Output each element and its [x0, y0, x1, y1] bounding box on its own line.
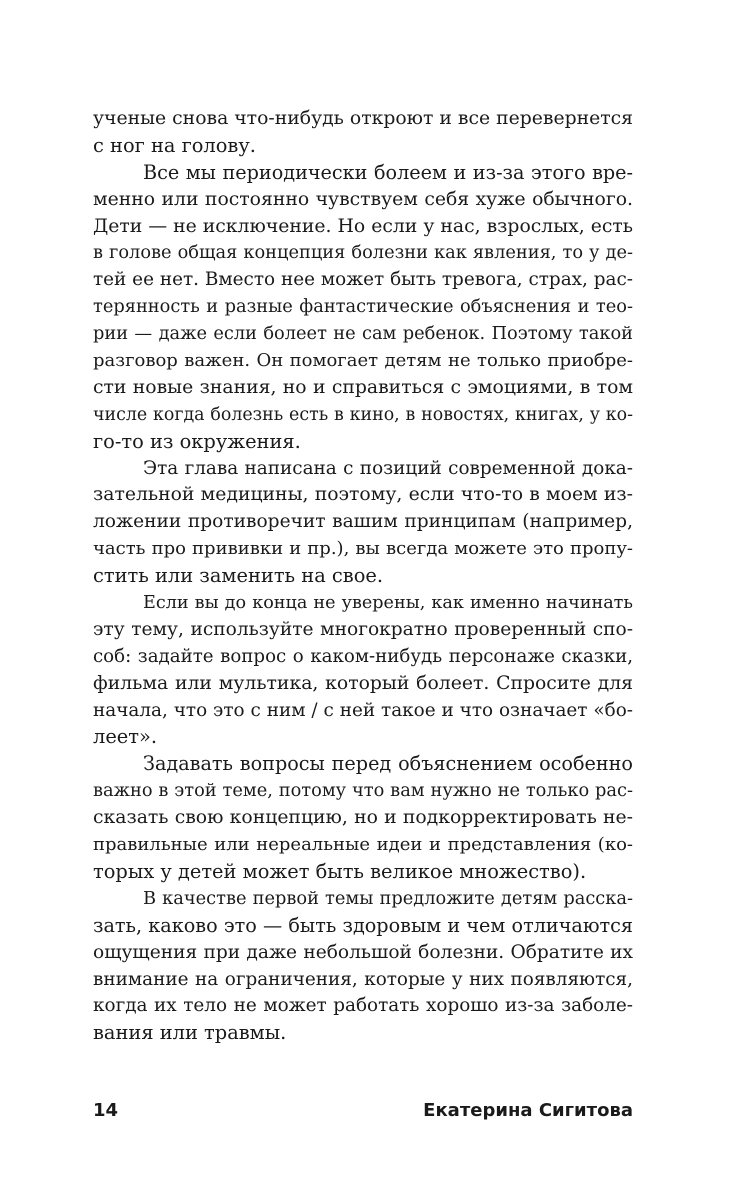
text-line: рии — даже если болеет не сам ребенок. Поэтому такой — [93, 323, 633, 345]
text-line: важно в этой теме, потому что вам нужно не только рас- — [93, 780, 633, 802]
paragraph — [93, 106, 633, 160]
paragraph — [93, 751, 633, 885]
text-line: Эта глава написана с позиций современной дока- — [143, 457, 633, 479]
text-line: го-то из окружения. — [93, 429, 301, 453]
page-number: 14 — [93, 1100, 119, 1121]
text-line: ученые снова что-нибудь откроют и все перевернется — [93, 108, 633, 129]
text-line: стить или заменить на свое. — [93, 564, 384, 588]
text-line: Дети — не исключение. Но если у нас, взрослых, есть — [93, 215, 633, 237]
text-line: разговор важен. Он помогает детям не только приобре- — [93, 350, 633, 372]
text-line: вания или травмы. — [93, 1021, 287, 1045]
text-line: тей ее нет. Вместо нее может быть тревога, страх, рас- — [93, 269, 633, 291]
text-line: правильные или нереальные идеи и представления (ко- — [93, 834, 633, 856]
text-line: в голове общая концепция болезни как явления, то у де- — [93, 242, 633, 264]
text-line: ложении противоречит вашим принципам (например, — [93, 511, 633, 533]
text-line: терянность и разные фантастические объяснения и тео- — [93, 296, 633, 318]
text-line: менно или постоянно чувствуем себя хуже обычного. — [93, 188, 633, 210]
paragraph — [93, 160, 633, 456]
text-line: эту тему, используйте многократно проверенный спо- — [93, 618, 633, 640]
text-line: Если вы до конца не уверены, как именно начинать — [143, 593, 633, 614]
text-line: леет». — [93, 725, 158, 749]
paragraph — [93, 886, 633, 1047]
text-line: Все мы периодически болеем и из-за этого вре- — [143, 160, 633, 184]
text-line: начала, что это с ним / с ней такое и что означает «бо- — [93, 699, 633, 721]
text-line: Задавать вопросы перед объяснением особенно — [143, 752, 633, 776]
text-line: ощущения при даже небольшой болезни. Обратите их — [93, 941, 633, 963]
text-line: соб: задайте вопрос о каком-нибудь персонаже сказки, — [93, 645, 633, 667]
text-line: сказать свою концепцию, но и подкорректировать не- — [93, 807, 633, 829]
paragraph — [93, 456, 633, 590]
text-line: зательной медицины, поэтому, если что-то в моем из- — [93, 484, 633, 506]
text-line: торых у детей может быть великое множество). — [93, 859, 587, 883]
paragraph — [93, 590, 633, 751]
text-line: часть про прививки и пр.), вы всегда можете это пропу- — [93, 538, 633, 560]
text-line: внимание на ограничения, которые у них появляются, — [93, 968, 633, 990]
text-line: В качестве первой темы предложите детям расска- — [143, 887, 633, 909]
running-author-name: Екатерина Сигитова — [423, 1100, 633, 1121]
text-line: числе когда болезнь есть в кино, в новостях, книгах, у ко- — [93, 404, 633, 425]
text-line: когда их тело не может работать хорошо из-за заболе- — [93, 995, 633, 1017]
text-line: зать, каково это — быть здоровым и чем отличаются — [93, 913, 633, 937]
text-line: сти новые знания, но и справиться с эмоциями, в том — [93, 376, 633, 398]
text-line: фильма или мультика, который болеет. Спросите для — [93, 672, 633, 694]
body-text — [93, 106, 633, 1047]
page-footer — [93, 1100, 633, 1130]
text-line: с ног на голову. — [93, 133, 256, 157]
